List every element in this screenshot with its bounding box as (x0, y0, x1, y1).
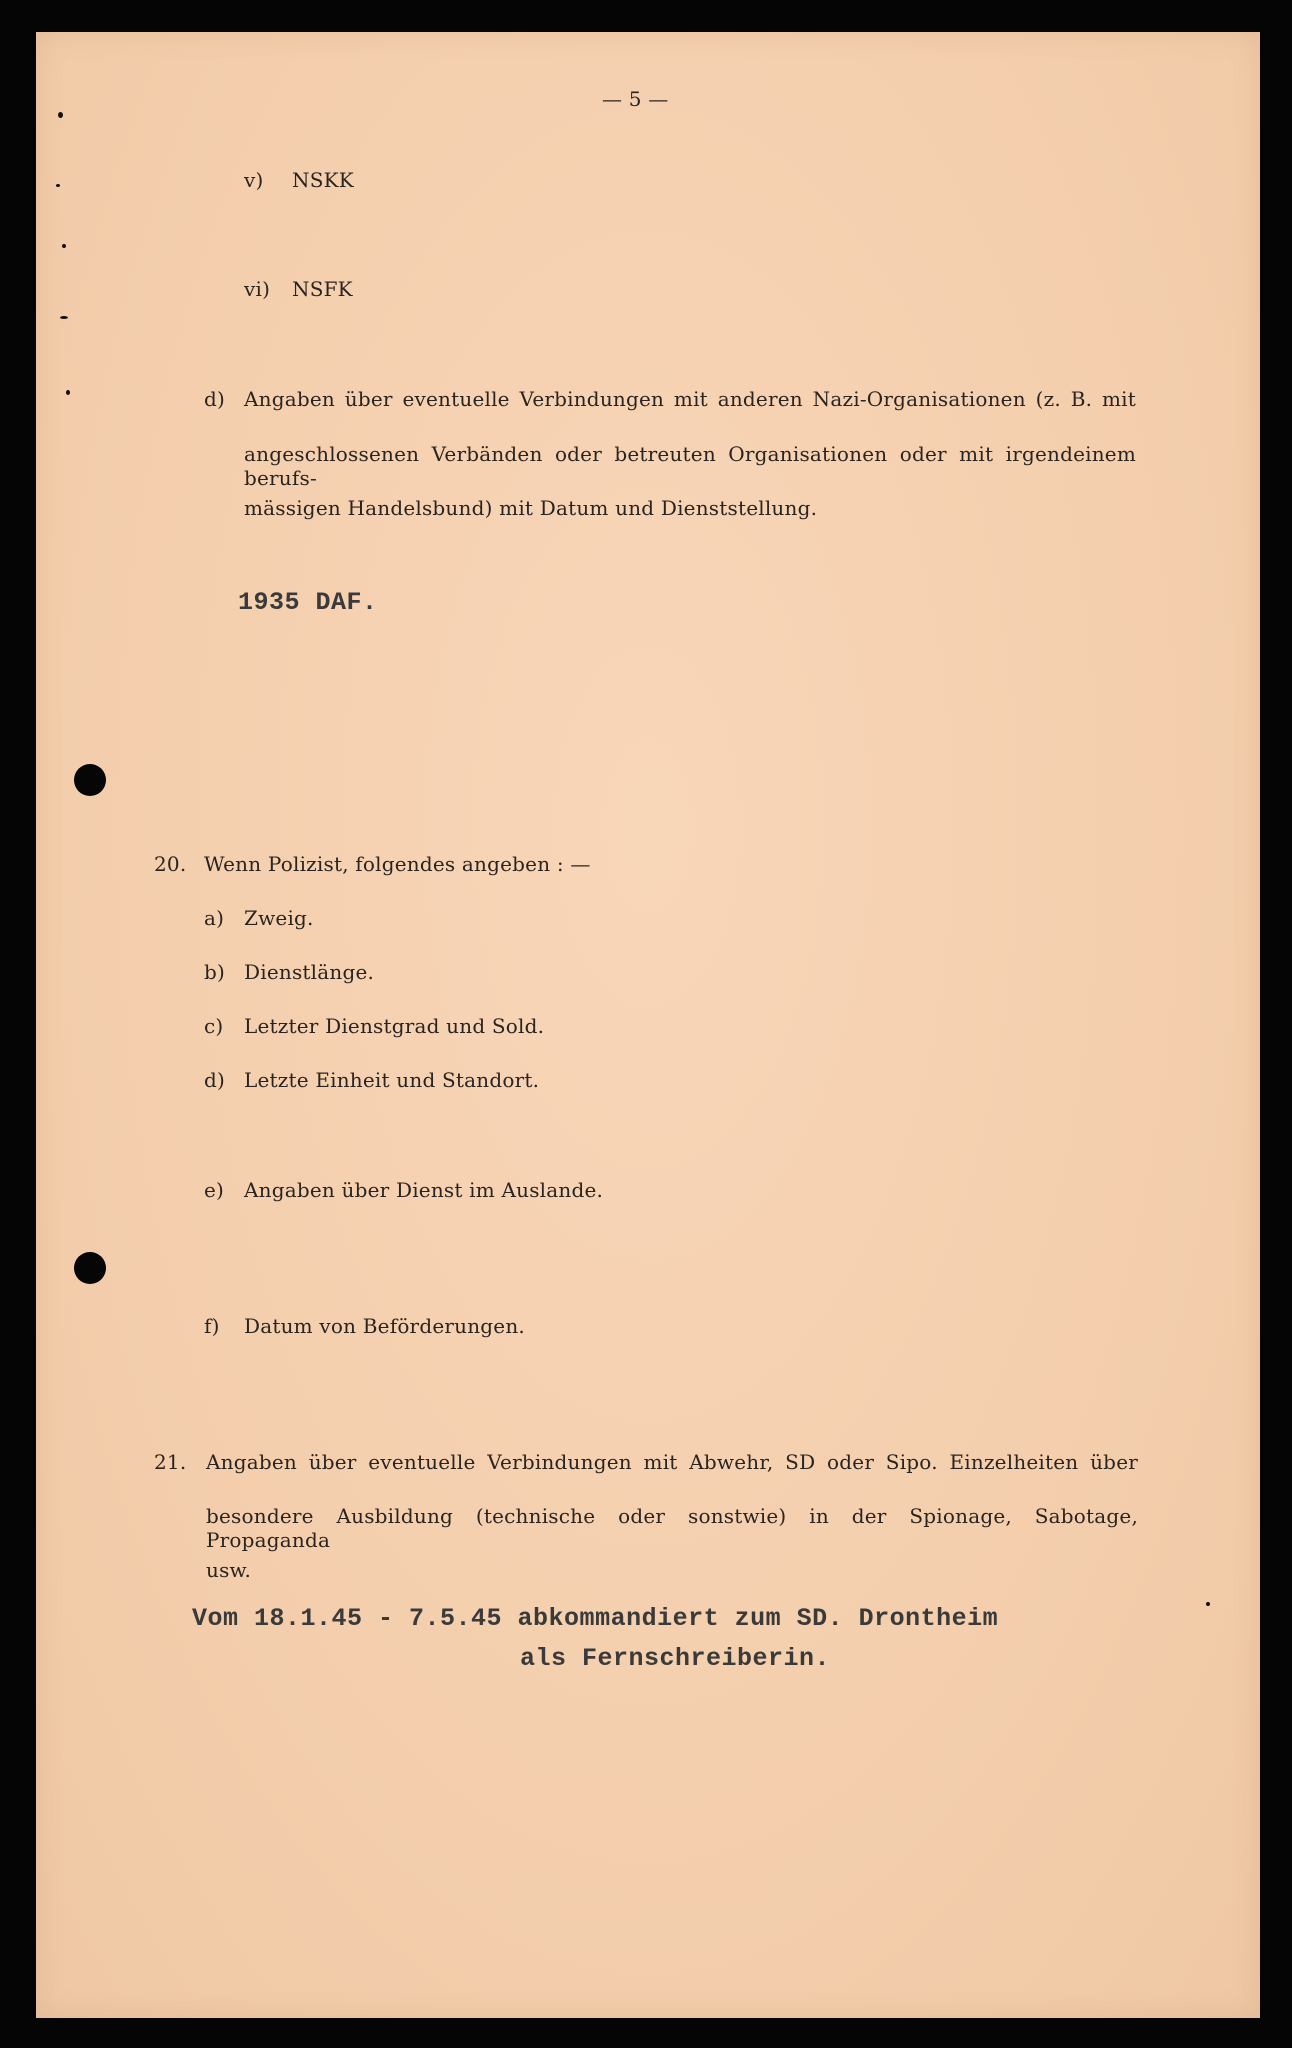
item-20b-text: Dienstlänge. (244, 960, 375, 984)
item-20e-marker: e) (204, 1178, 225, 1202)
item-20b-marker: b) (204, 960, 226, 984)
margin-speck (58, 112, 63, 118)
punch-hole-upper (74, 764, 106, 796)
item-19d-marker: d) (204, 387, 226, 411)
margin-speck (62, 244, 66, 248)
page-number: — 5 — (602, 87, 669, 111)
typed-answer-21-line-1: Vom 18.1.45 - 7.5.45 abkommandiert zum SD. Drontheim (192, 1604, 999, 1633)
item-19-vi-text: NSFK (292, 277, 353, 301)
typed-answer-21-line-2: als Fernschreiberin. (520, 1644, 831, 1673)
punch-hole-lower (74, 1252, 106, 1284)
item-20-title: Wenn Polizist, folgendes angeben : — (204, 852, 591, 876)
item-19-v-text: NSKK (292, 168, 354, 192)
item-20a-marker: a) (204, 906, 225, 930)
item-19-vi-marker: vi) (244, 277, 271, 301)
item-19d-line-1: Angaben über eventuelle Verbindungen mit anderen Nazi-Organisationen (z. B. mit (244, 387, 1136, 411)
margin-speck (66, 390, 70, 395)
item-21-line-1: Angaben über eventuelle Verbindungen mit Abwehr, SD oder Sipo. Einzelheiten über (206, 1450, 1138, 1474)
typed-answer-19d: 1935 DAF. (238, 588, 378, 617)
item-20a-text: Zweig. (244, 906, 314, 930)
item-21-line-2: besondere Ausbildung (technische oder sonstwie) in der Spionage, Sabotage, Propaganda (206, 1504, 1138, 1552)
item-20d-text: Letzte Einheit und Standort. (244, 1068, 540, 1092)
item-20d-marker: d) (204, 1068, 226, 1092)
item-19-v-marker: v) (244, 168, 264, 192)
document-page (36, 32, 1260, 2018)
item-20f-marker: f) (204, 1314, 220, 1338)
item-21-number: 21. (154, 1450, 187, 1474)
item-19d-line-3: mässigen Handelsbund) mit Datum und Dienststellung. (244, 496, 818, 520)
item-19d-line-2: angeschlossenen Verbänden oder betreuten Organisationen oder mit irgendeinem berufs- (244, 442, 1136, 490)
margin-speck (56, 184, 60, 187)
item-20c-marker: c) (204, 1014, 224, 1038)
item-20-number: 20. (154, 852, 187, 876)
item-20e-text: Angaben über Dienst im Auslande. (244, 1178, 604, 1202)
margin-speck (60, 316, 68, 319)
item-21-line-3: usw. (206, 1558, 252, 1582)
page-speck (1206, 1602, 1210, 1606)
item-20f-text: Datum von Beförderungen. (244, 1314, 525, 1338)
item-20c-text: Letzter Dienstgrad und Sold. (244, 1014, 545, 1038)
